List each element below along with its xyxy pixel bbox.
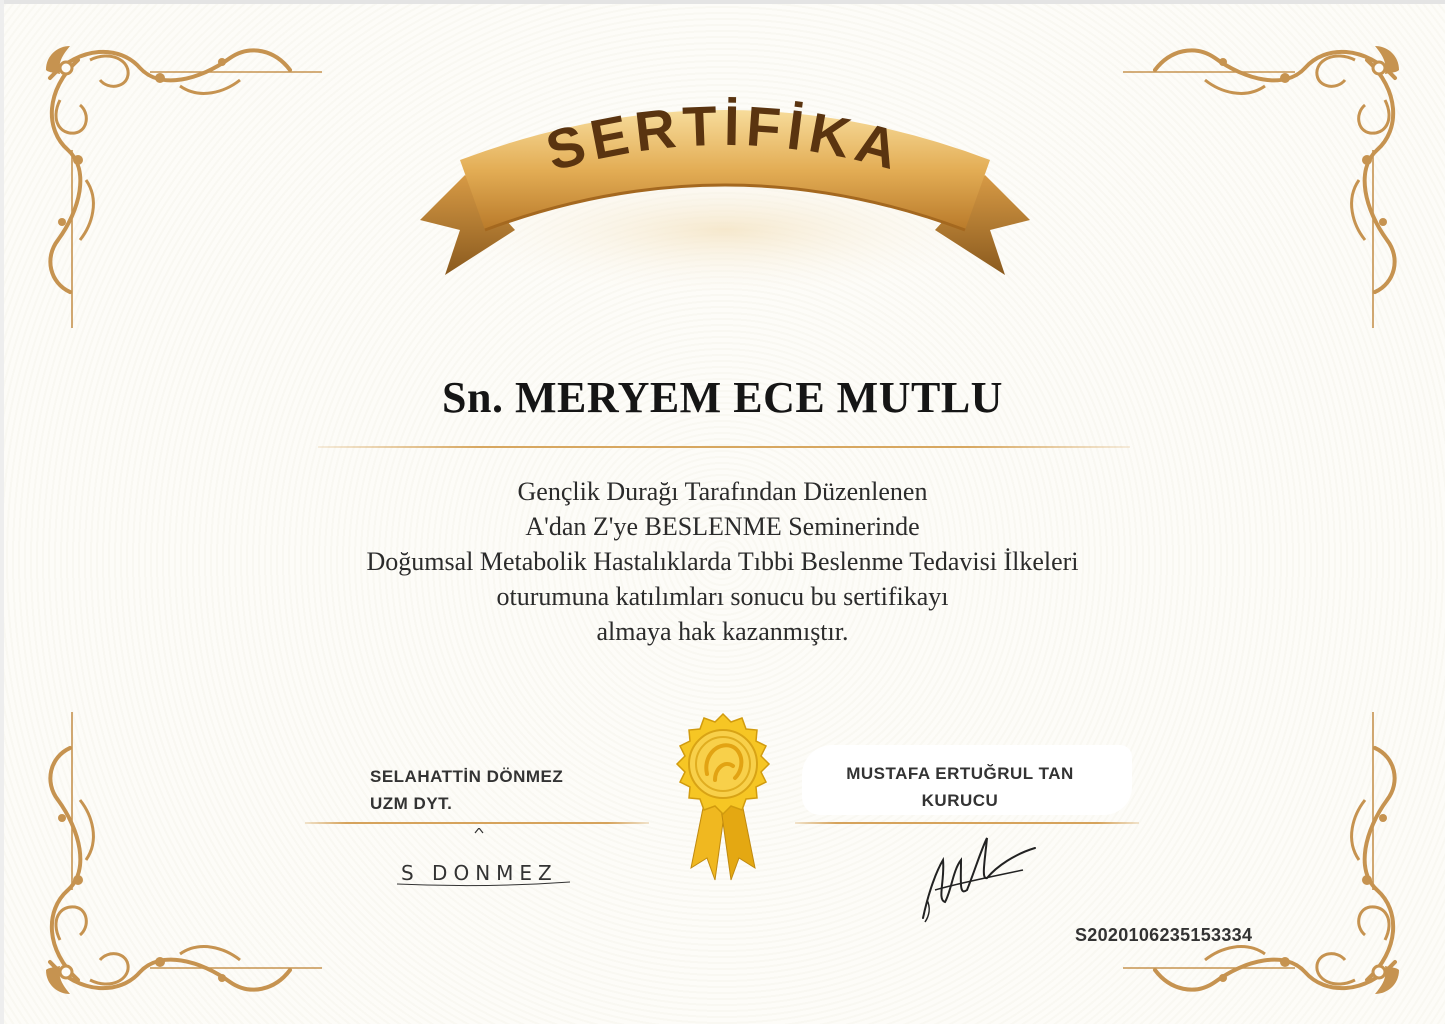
statement-line: Gençlik Durağı Tarafından Düzenlenen	[517, 477, 928, 506]
statement-line: oturumuna katılımları sonucu bu sertifikayı	[496, 582, 949, 611]
serial-number: S2020106235153334	[1075, 925, 1253, 945]
signature-line-right	[795, 822, 1139, 824]
banner-title: SERTİFİKA	[539, 93, 911, 183]
statement-line: Doğumsal Metabolik Hastalıklarda Tıbbi Beslenme Tedavisi İlkeleri	[366, 547, 1079, 576]
signatory-right-name: MUSTAFA ERTUĞRUL TAN	[846, 764, 1074, 783]
recipient-name: Sn. MERYEM ECE MUTLU	[442, 373, 1003, 422]
gold-seal-icon	[665, 708, 781, 888]
statement-line: almaya hak kazanmıştır.	[596, 617, 849, 646]
signature-left-text: S DONMEZ	[401, 861, 558, 885]
recipient-divider	[318, 446, 1130, 448]
signatory-left	[370, 763, 563, 817]
signatory-right-title: KURUCU	[921, 791, 999, 810]
certificate-statement	[0, 474, 1445, 649]
signature-right-image	[915, 830, 1040, 925]
signatory-right	[824, 760, 1096, 814]
signatory-left-name: SELAHATTİN DÖNMEZ	[370, 767, 564, 786]
statement-line: A'dan Z'ye BESLENME Seminerinde	[525, 512, 920, 541]
signature-line-left	[305, 822, 649, 824]
signatory-left-title: UZM DYT.	[370, 794, 453, 813]
certificate-banner	[405, 80, 1045, 290]
signature-left-image	[395, 828, 575, 893]
